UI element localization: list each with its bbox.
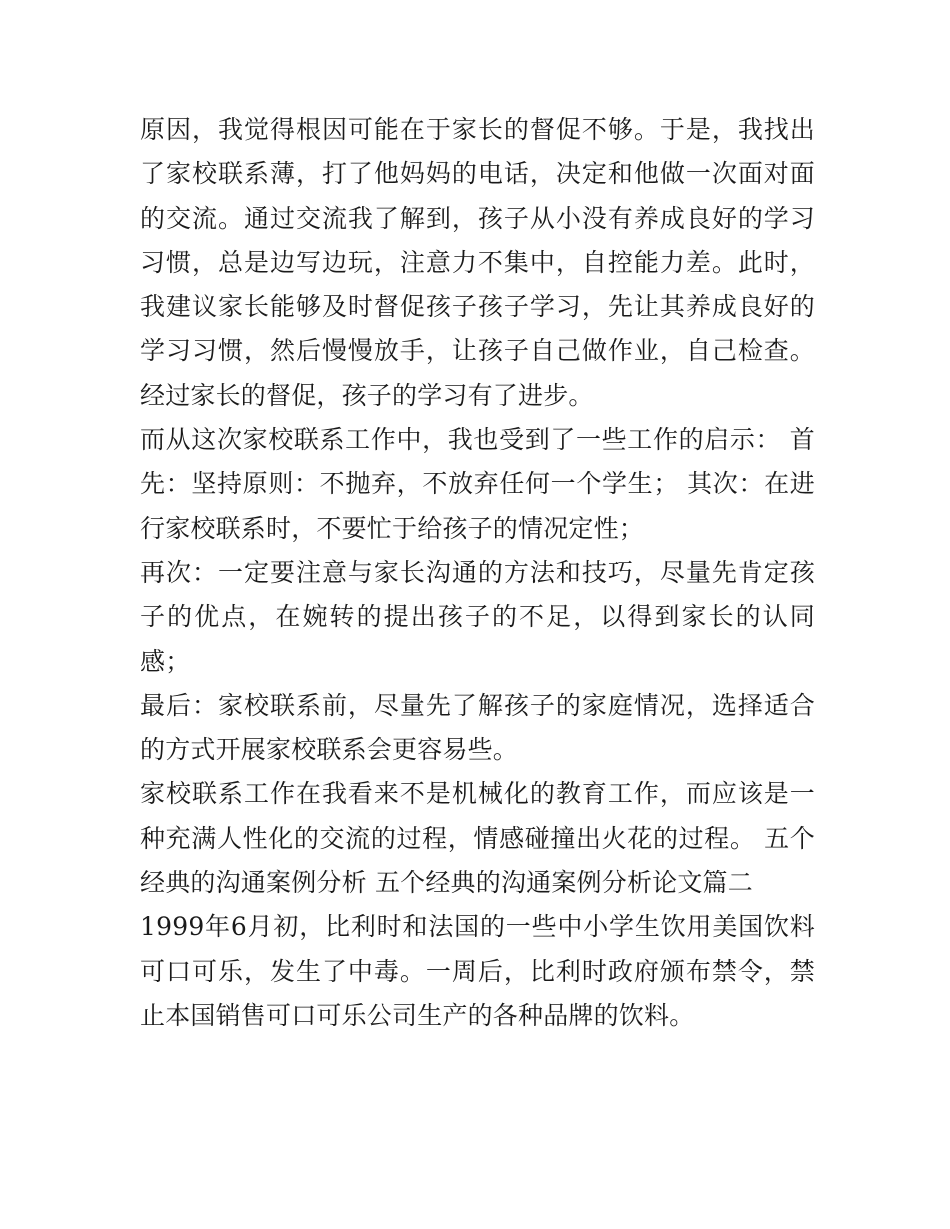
- paragraph-insights-third: 再次：一定要注意与家长沟通的方法和技巧，尽量先肯定孩子的优点，在婉转的提出孩子的不足，以得到家长的认同感；: [140, 557, 815, 676]
- paragraph-conclusion-section-title: 家校联系工作在我看来不是机械化的教育工作，而应该是一种充满人性化的交流的过程，情感碰撞出火花的过程。 五个经典的沟通案例分析 五个经典的沟通案例分析论文篇二: [140, 779, 815, 898]
- document-body: [140, 108, 815, 1038]
- paragraph-coca-cola-case: 1999年6月初，比利时和法国的一些中小学生饮用美国饮料可口可乐，发生了中毒。一周后，比利时政府颁布禁令，禁止本国销售可口可乐公司生产的各种品牌的饮料。: [140, 912, 815, 1030]
- paragraph-insights-first-second: 而从这次家校联系工作中，我也受到了一些工作的启示： 首先：坚持原则：不抛弃，不放弃任何一个学生； 其次：在进行家校联系时，不要忙于给孩子的情况定性；: [140, 425, 815, 543]
- paragraph-parent-contact-story: 原因，我觉得根因可能在于家长的督促不够。于是，我找出了家校联系薄，打了他妈妈的电话，决定和他做一次面对面的交流。通过交流我了解到，孩子从小没有养成良好的学习习惯，总是边写边玩，注意力不集中，自控能力差。此时，我建议家长能够及时督促孩子孩子学习，先让其养成良好的学习习惯，然后慢慢放手，让孩子自己做作业，自己检查。经过家长的督促，孩子的学习有了进步。: [140, 115, 815, 410]
- paragraph-insights-last: 最后：家校联系前，尽量先了解孩子的家庭情况，选择适合的方式开展家校联系会更容易些。: [140, 690, 815, 765]
